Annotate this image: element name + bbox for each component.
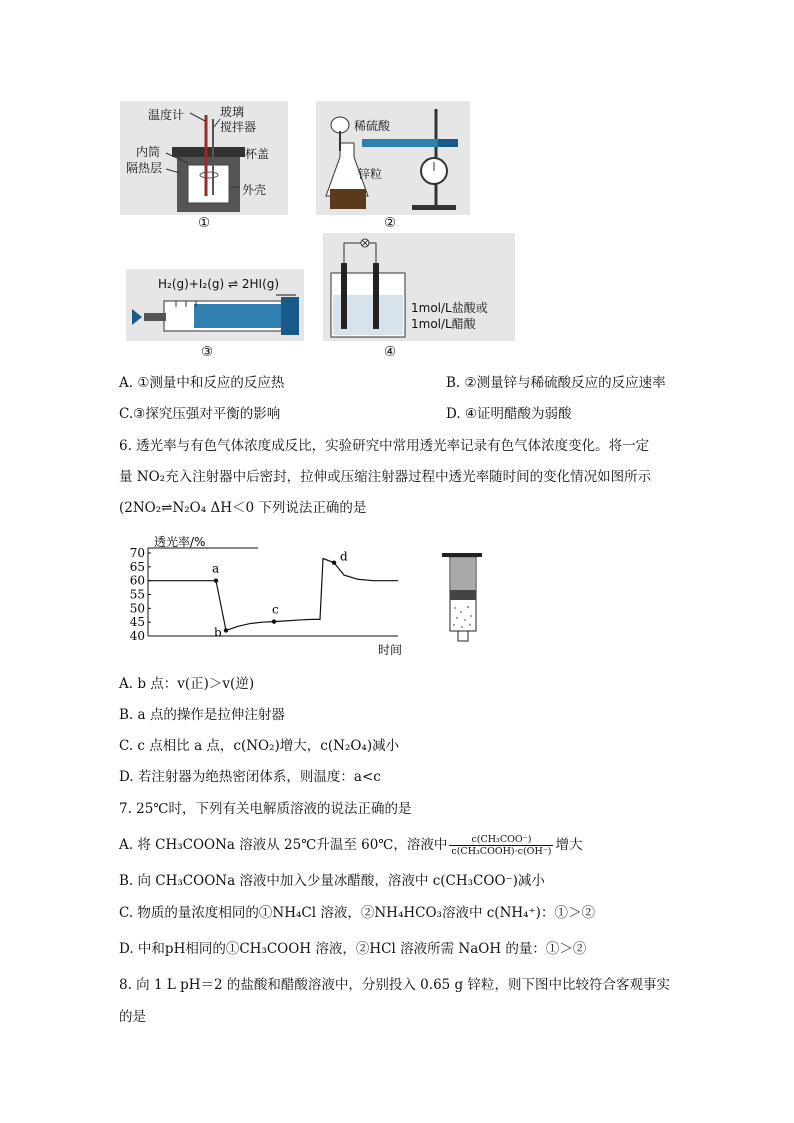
q5-option-b: B. ②测量锌与稀硫酸反应的反应速率 bbox=[446, 375, 666, 391]
q6-option-b: B. a 点的操作是拉伸注射器 bbox=[119, 707, 285, 723]
y-tick-label: 55 bbox=[129, 587, 145, 602]
point-label-c: c bbox=[272, 602, 279, 617]
point-label-b: b bbox=[214, 625, 222, 640]
y-tick-label: 50 bbox=[129, 601, 145, 616]
q7-option-b: B. 向 CH₃COONa 溶液中加入少量冰醋酸，溶液中 c(CH₃COO⁻)减小 bbox=[119, 873, 545, 889]
q6-option-a: A. b 点：v(正)＞v(逆) bbox=[119, 676, 255, 692]
y-tick-label: 60 bbox=[129, 573, 145, 588]
figure-4-number: ④ bbox=[384, 344, 397, 360]
label-lid: 杯盖 bbox=[245, 147, 270, 161]
y-tick-label: 70 bbox=[129, 546, 145, 560]
figure-1-calorimeter bbox=[120, 101, 288, 215]
y-tick-label: 40 bbox=[129, 629, 145, 643]
figure-3-syringe bbox=[126, 269, 304, 341]
q6-stem-line-1: 6. 透光率与有色气体浓度成反比，实验研究中常用透光率记录有色气体浓度变化。将一定 bbox=[119, 438, 650, 454]
label-solution-1: 1mol/L盐酸或 bbox=[411, 301, 488, 315]
q8-stem-line-1: 8. 向 1 L pH＝2 的盐酸和醋酸溶液中，分别投入 0.65 g 锌粒，则下图中比较符合客观事实 bbox=[119, 977, 670, 993]
x-axis-label: 时间 bbox=[378, 643, 403, 657]
syringe-picture bbox=[442, 550, 484, 645]
q6-stem-line-2: 量 NO₂充入注射器中后密封，拉伸或压缩注射器过程中透光率随时间的变化情况如图所示 bbox=[119, 469, 652, 485]
q5-option-a: A. ①测量中和反应的反应热 bbox=[119, 375, 285, 391]
q7-option-a-suffix: 增大 bbox=[555, 837, 583, 853]
figure-3-number: ③ bbox=[201, 344, 214, 360]
point-b bbox=[224, 628, 228, 632]
q8-stem-line-2: 的是 bbox=[119, 1009, 146, 1025]
label-equilibrium-equation: H₂(g)+I₂(g) ⇌ 2HI(g) bbox=[158, 277, 280, 291]
y-tick-label: 65 bbox=[129, 559, 145, 574]
label-insulation: 隔热层 bbox=[126, 161, 163, 175]
q7-option-d: D. 中和pH相同的①CH₃COOH 溶液，②HCl 溶液所需 NaOH 的量：①＞② bbox=[119, 941, 587, 957]
point-a bbox=[214, 578, 218, 582]
reaction-rate-diagram bbox=[316, 101, 470, 215]
point-d bbox=[332, 560, 336, 564]
q6-stem-line-3: (2NO₂⇌N₂O₄ ΔH＜0 下列说法正确的是 bbox=[119, 500, 367, 516]
q7-option-a bbox=[119, 827, 582, 863]
q5-option-c: C.③探究压强对平衡的影响 bbox=[119, 406, 281, 422]
q5-option-d: D. ④证明醋酸为弱酸 bbox=[446, 406, 572, 422]
figure-4-conductivity bbox=[323, 233, 515, 341]
label-glass: 玻璃 bbox=[220, 105, 245, 119]
q6-option-c: C. c 点相比 a 点，c(NO₂)增大，c(N₂O₄)减小 bbox=[119, 738, 400, 754]
q6-option-d: D. 若注射器为绝热密闭体系，则温度：a<c bbox=[119, 769, 381, 785]
transmittance-chart bbox=[118, 533, 408, 658]
point-label-a: a bbox=[212, 561, 220, 576]
q7-option-c: C. 物质的量浓度相同的①NH₄Cl 溶液，②NH₄HCO₃溶液中 c(NH₄⁺)：①＞② bbox=[119, 905, 595, 921]
q7-option-a-text: A. 将 CH₃COONa 溶液从 25℃升温至 60℃，溶液中 bbox=[119, 837, 448, 853]
label-inner-cylinder: 内筒 bbox=[136, 145, 161, 159]
figure-2-reaction-rate bbox=[316, 101, 470, 215]
y-tick-label: 45 bbox=[129, 615, 145, 630]
point-label-d: d bbox=[340, 549, 348, 564]
label-thermometer: 温度计 bbox=[148, 108, 185, 122]
q7-fraction-denominator: c(CH₃COOH)·c(OH⁻) bbox=[451, 846, 552, 857]
point-c bbox=[272, 619, 276, 623]
label-stirrer: 搅拌器 bbox=[220, 120, 257, 134]
q7-fraction bbox=[449, 834, 553, 857]
label-solution-2: 1mol/L醋酸 bbox=[411, 317, 476, 331]
label-zinc-granules: 锌粒 bbox=[358, 167, 383, 181]
y-axis-label: 透光率/% bbox=[154, 535, 206, 549]
figure-1-number: ① bbox=[198, 215, 211, 231]
label-outer-shell: 外壳 bbox=[242, 183, 267, 197]
label-dilute-sulfuric-acid: 稀硫酸 bbox=[354, 119, 391, 133]
q7-fraction-numerator: c(CH₃COO⁻) bbox=[449, 834, 553, 846]
q7-stem: 7. 25℃时，下列有关电解质溶液的说法正确的是 bbox=[119, 801, 412, 817]
figure-2-number: ② bbox=[384, 215, 397, 231]
